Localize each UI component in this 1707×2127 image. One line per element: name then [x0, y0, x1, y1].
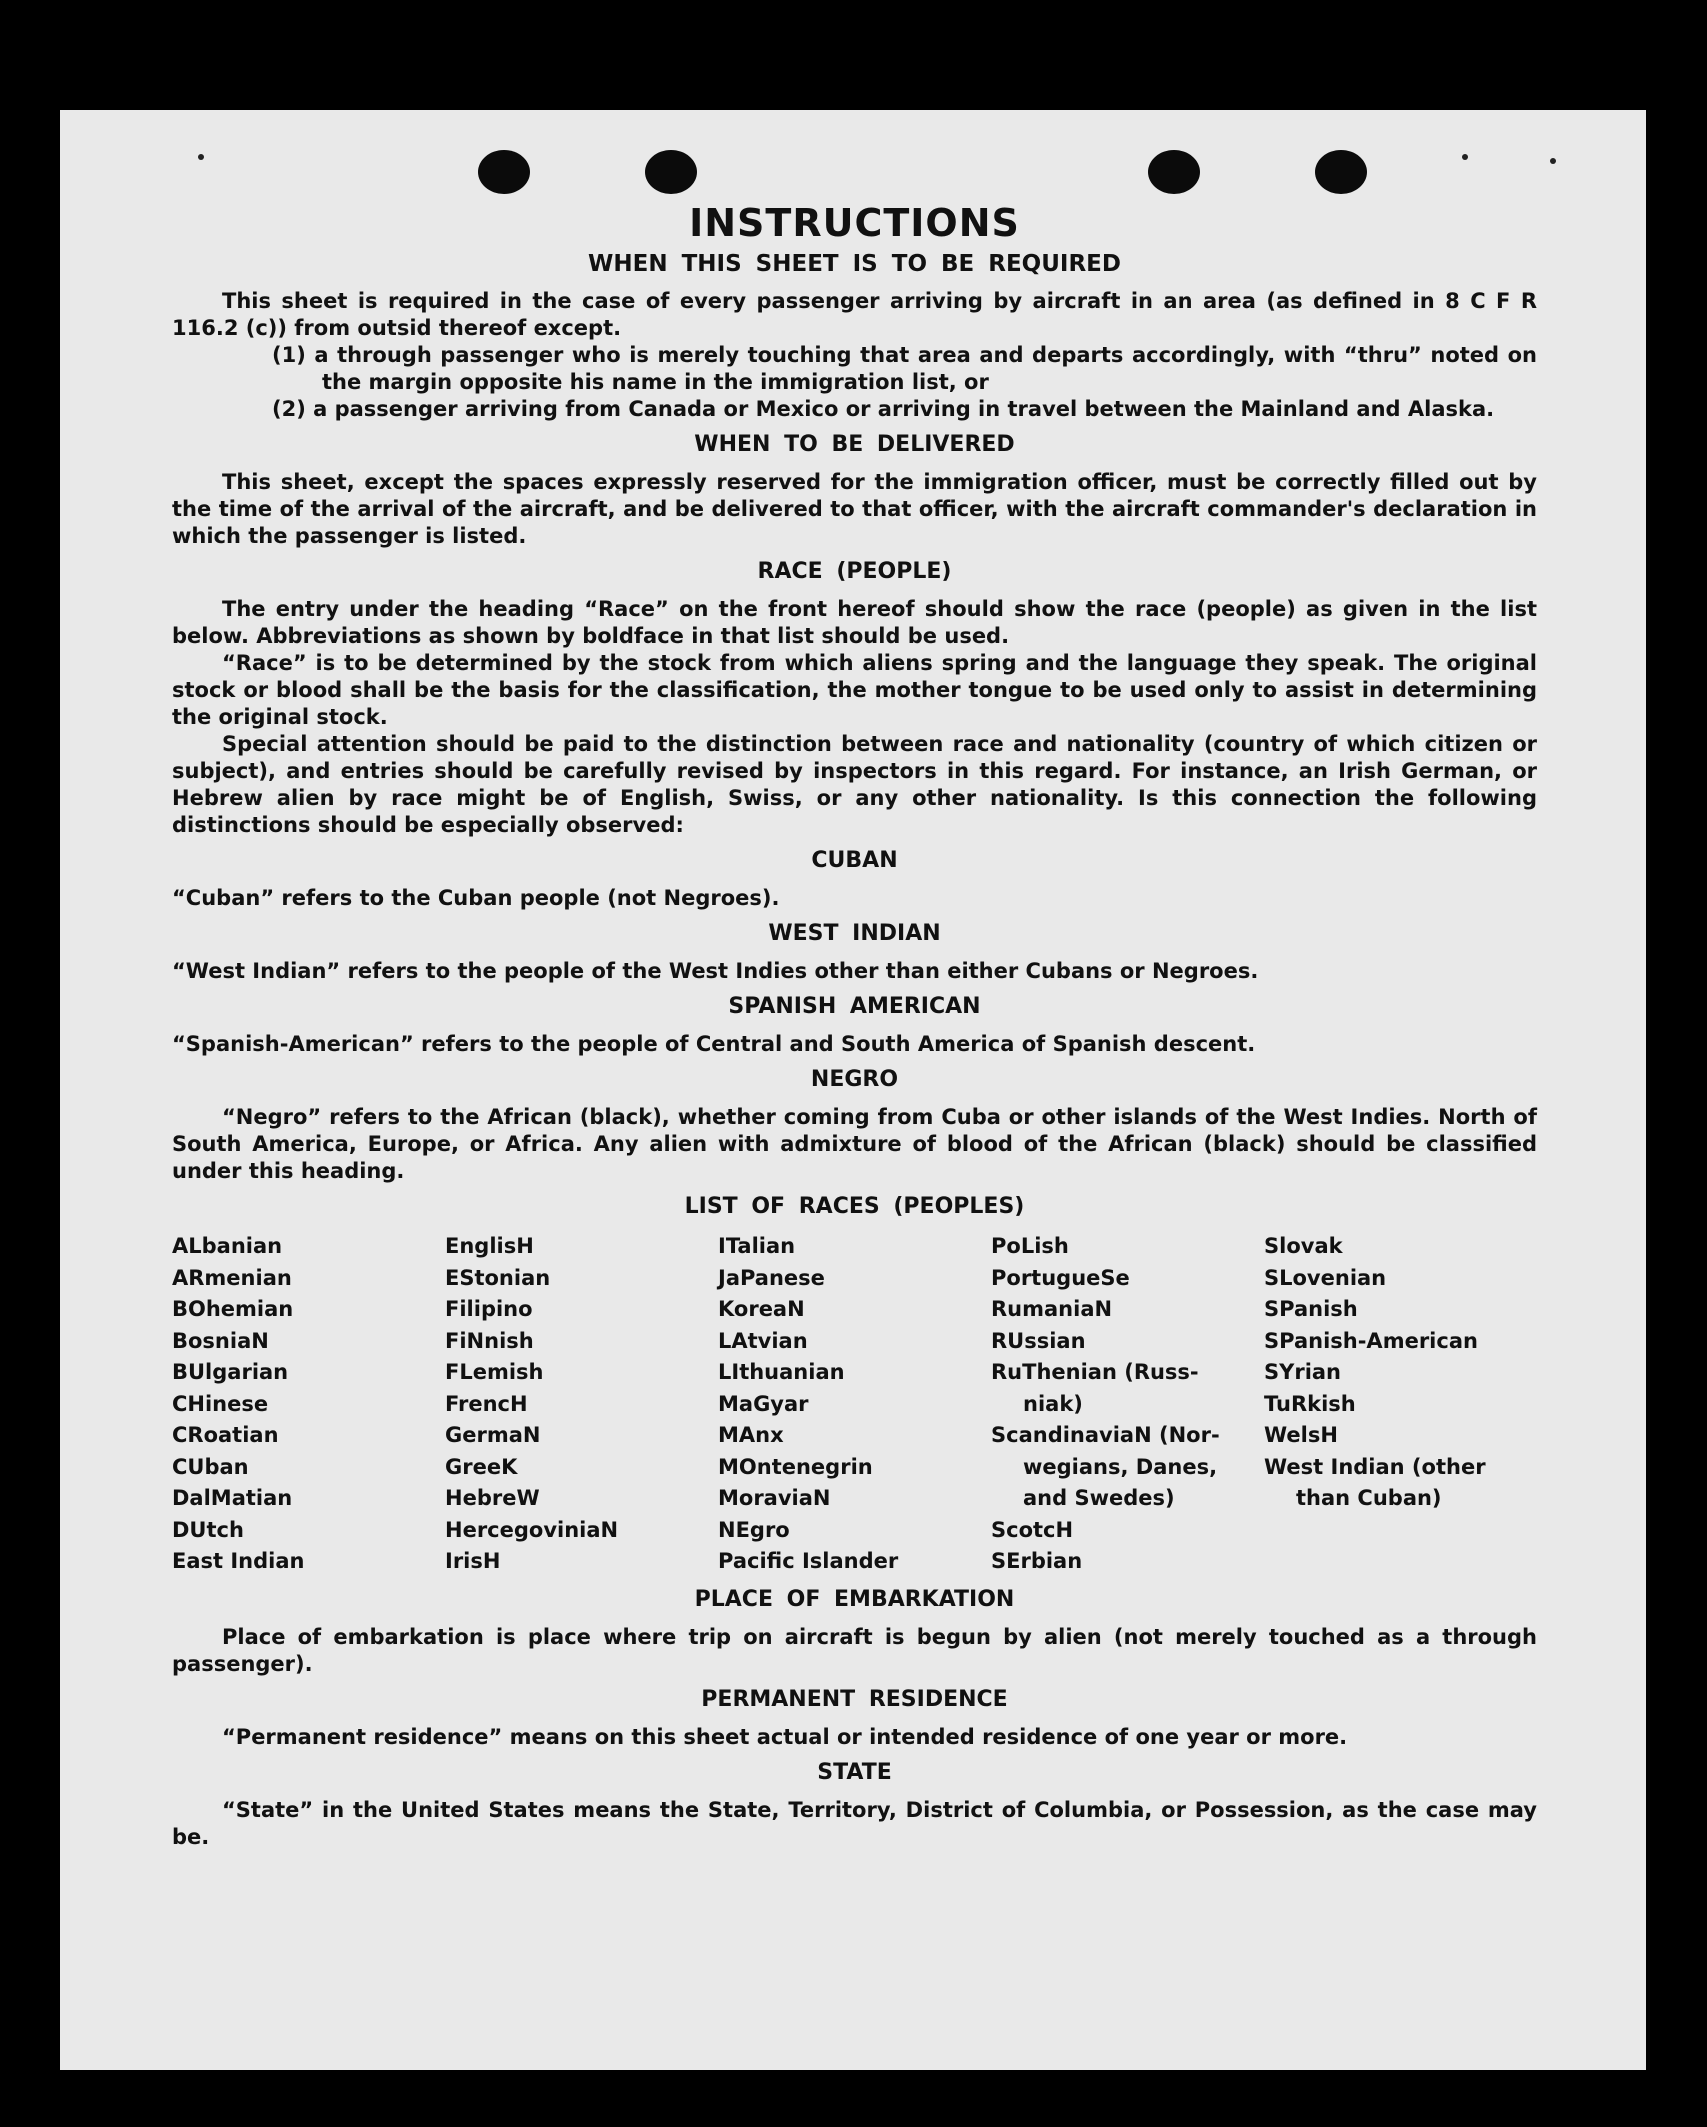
speck [1462, 154, 1468, 160]
race-item: MaGyar [718, 1391, 809, 1416]
embarkation-text: Place of embarkation is place where trip on aircraft is begun by alien (not merely touched as a through passenger). [172, 1624, 1537, 1676]
race-item: NEgro [718, 1517, 790, 1542]
section-heading-negro: NEGRO [810, 1067, 899, 1092]
race-item: GermaN [445, 1423, 541, 1447]
punch-hole [1148, 150, 1200, 194]
race-item: FLemish [445, 1360, 544, 1384]
race-item-continuation: wegians, Danes, [1023, 1454, 1218, 1479]
page-title: INSTRUCTIONS [689, 201, 1020, 245]
punch-hole [1315, 150, 1367, 194]
race-item: SLovenian [1264, 1265, 1387, 1290]
state-text: “State” in the United States means the State, Territory, District of Columbia, or Possession, as the case may be. [172, 1797, 1537, 1849]
section-heading-required: WHEN THIS SHEET IS TO BE REQUIRED [588, 251, 1121, 277]
race-item: KoreaN [718, 1297, 805, 1321]
race-item: LIthuanian [718, 1360, 845, 1384]
race-item: MOntenegrin [718, 1454, 873, 1479]
races-column-5 [1264, 1231, 1537, 1578]
race-item: SPanish [1264, 1297, 1358, 1321]
section-heading-spanish-american: SPANISH AMERICAN [728, 994, 981, 1019]
race-item: SYrian [1264, 1360, 1342, 1384]
race-item: MoraviaN [718, 1486, 831, 1510]
section-heading-cuban: CUBAN [811, 848, 898, 873]
race-item-continuation: niak) [1023, 1391, 1083, 1416]
race-item: BUlgarian [172, 1360, 289, 1384]
speck [198, 154, 204, 160]
section-heading-west-indian: WEST INDIAN [768, 921, 941, 946]
cuban-text: “Cuban” refers to the Cuban people (not Negroes). [172, 886, 780, 910]
race-item: PortugueSe [991, 1265, 1130, 1290]
race-item: BOhemian [172, 1297, 294, 1321]
race-item: GreeK [445, 1454, 518, 1479]
race-item: SPanish-American [1264, 1328, 1478, 1353]
document-sheet [60, 110, 1646, 2070]
exception-1: (1) a through passenger who is merely touching that area and departs accordingly, with “thru” noted on the margin opposite his name in the immigration list, or [272, 343, 1537, 394]
race-item: MAnx [718, 1423, 784, 1447]
race-item: CRoatian [172, 1423, 279, 1447]
race-item: CHinese [172, 1391, 269, 1416]
races-list [172, 1231, 1537, 1578]
race-paragraph-3: Special attention should be paid to the distinction between race and nationality (country of which citizen or subject), and entries should be carefully revised by inspectors in this regard. For instance, an Irish German, or Hebrew alien by race might be of English, Swiss, or any other nationality. Is this connection the following distinctions should be especially observed: [172, 732, 1537, 837]
section-heading-state: STATE [817, 1759, 892, 1785]
race-item: FrencH [445, 1391, 528, 1416]
race-item: West Indian (other [1264, 1454, 1486, 1479]
section-heading-race: RACE (PEOPLE) [757, 559, 952, 584]
race-item: East Indian [172, 1549, 305, 1573]
race-item: ARmenian [172, 1265, 292, 1290]
punch-hole [478, 150, 530, 194]
race-item: ITalian [718, 1234, 796, 1258]
race-item: ScandinaviaN (Nor- [991, 1423, 1220, 1447]
races-column-4 [991, 1231, 1264, 1578]
race-item: DalMatian [172, 1486, 293, 1510]
race-item: Filipino [445, 1297, 533, 1321]
race-item: DUtch [172, 1517, 244, 1542]
race-item: WelsH [1264, 1423, 1338, 1447]
negro-text: “Negro” refers to the African (black), whether coming from Cuba or other islands of the West Indies. North of South America, Europe, or Africa. Any alien with admixture of blood of the African (black) should be classified under this heading. [172, 1105, 1537, 1183]
speck [1550, 158, 1556, 164]
races-column-1 [172, 1231, 445, 1578]
race-item: LAtvian [718, 1328, 808, 1353]
race-item: SErbian [991, 1549, 1083, 1573]
punch-hole [645, 150, 697, 194]
race-item: IrisH [445, 1549, 501, 1573]
race-item: ALbanian [172, 1234, 283, 1258]
section-heading-residence: PERMANENT RESIDENCE [701, 1686, 1008, 1712]
race-item: JaPanese [718, 1265, 825, 1290]
race-paragraph-2: “Race” is to be determined by the stock from which aliens spring and the language they speak. The original stock or blood shall be the basis for the classification, the mother tongue to be used only to assist in determining the original stock. [172, 651, 1537, 729]
races-column-3 [718, 1231, 991, 1578]
race-item: HercegoviniaN [445, 1517, 619, 1542]
race-item: BosniaN [172, 1328, 269, 1353]
race-item: EnglisH [445, 1234, 534, 1258]
required-intro: This sheet is required in the case of every passenger arriving by aircraft in an area (as defined in 8 C F R 116.2 (c)) from outsid thereof except. [172, 289, 1537, 340]
race-item-continuation: and Swedes) [1023, 1486, 1175, 1510]
race-item: RuThenian (Russ- [991, 1360, 1199, 1384]
race-item: RumaniaN [991, 1297, 1113, 1321]
spanish-american-text: “Spanish-American” refers to the people of Central and South America of Spanish descent. [172, 1032, 1256, 1056]
residence-text: “Permanent residence” means on this sheet actual or intended residence of one year or more. [222, 1724, 1348, 1749]
instructions-content [172, 200, 1537, 1851]
race-item: Pacific Islander [718, 1549, 899, 1573]
race-item: PoLish [991, 1234, 1069, 1258]
race-item: ScotcH [991, 1517, 1074, 1542]
races-column-2 [445, 1231, 718, 1578]
race-item: TuRkish [1264, 1391, 1356, 1416]
section-heading-delivered: WHEN TO BE DELIVERED [694, 432, 1015, 457]
race-paragraph-1: The entry under the heading “Race” on the front hereof should show the race (people) as given in the list below. Abbreviations as shown by boldface in that list should be used. [172, 597, 1537, 648]
delivered-text: This sheet, except the spaces expressly reserved for the immigration officer, must be correctly filled out by the time of the arrival of the aircraft, and be delivered to that officer, with the aircraft commander's declaration in which the passenger is listed. [172, 470, 1537, 548]
section-heading-embarkation: PLACE OF EMBARKATION [694, 1586, 1015, 1612]
exception-2: (2) a passenger arriving from Canada or Mexico or arriving in travel between the Mainland and Alaska. [272, 397, 1495, 421]
race-item: FiNnish [445, 1328, 534, 1353]
race-item: HebreW [445, 1486, 540, 1510]
race-item: RUssian [991, 1328, 1086, 1353]
west-indian-text: “West Indian” refers to the people of the West Indies other than either Cubans or Negroes. [172, 959, 1259, 983]
race-item: Slovak [1264, 1234, 1343, 1258]
section-heading-races-list: LIST OF RACES (PEOPLES) [684, 1194, 1025, 1219]
race-item: CUban [172, 1454, 249, 1479]
race-item: EStonian [445, 1265, 551, 1290]
race-item-continuation: than Cuban) [1296, 1486, 1442, 1510]
